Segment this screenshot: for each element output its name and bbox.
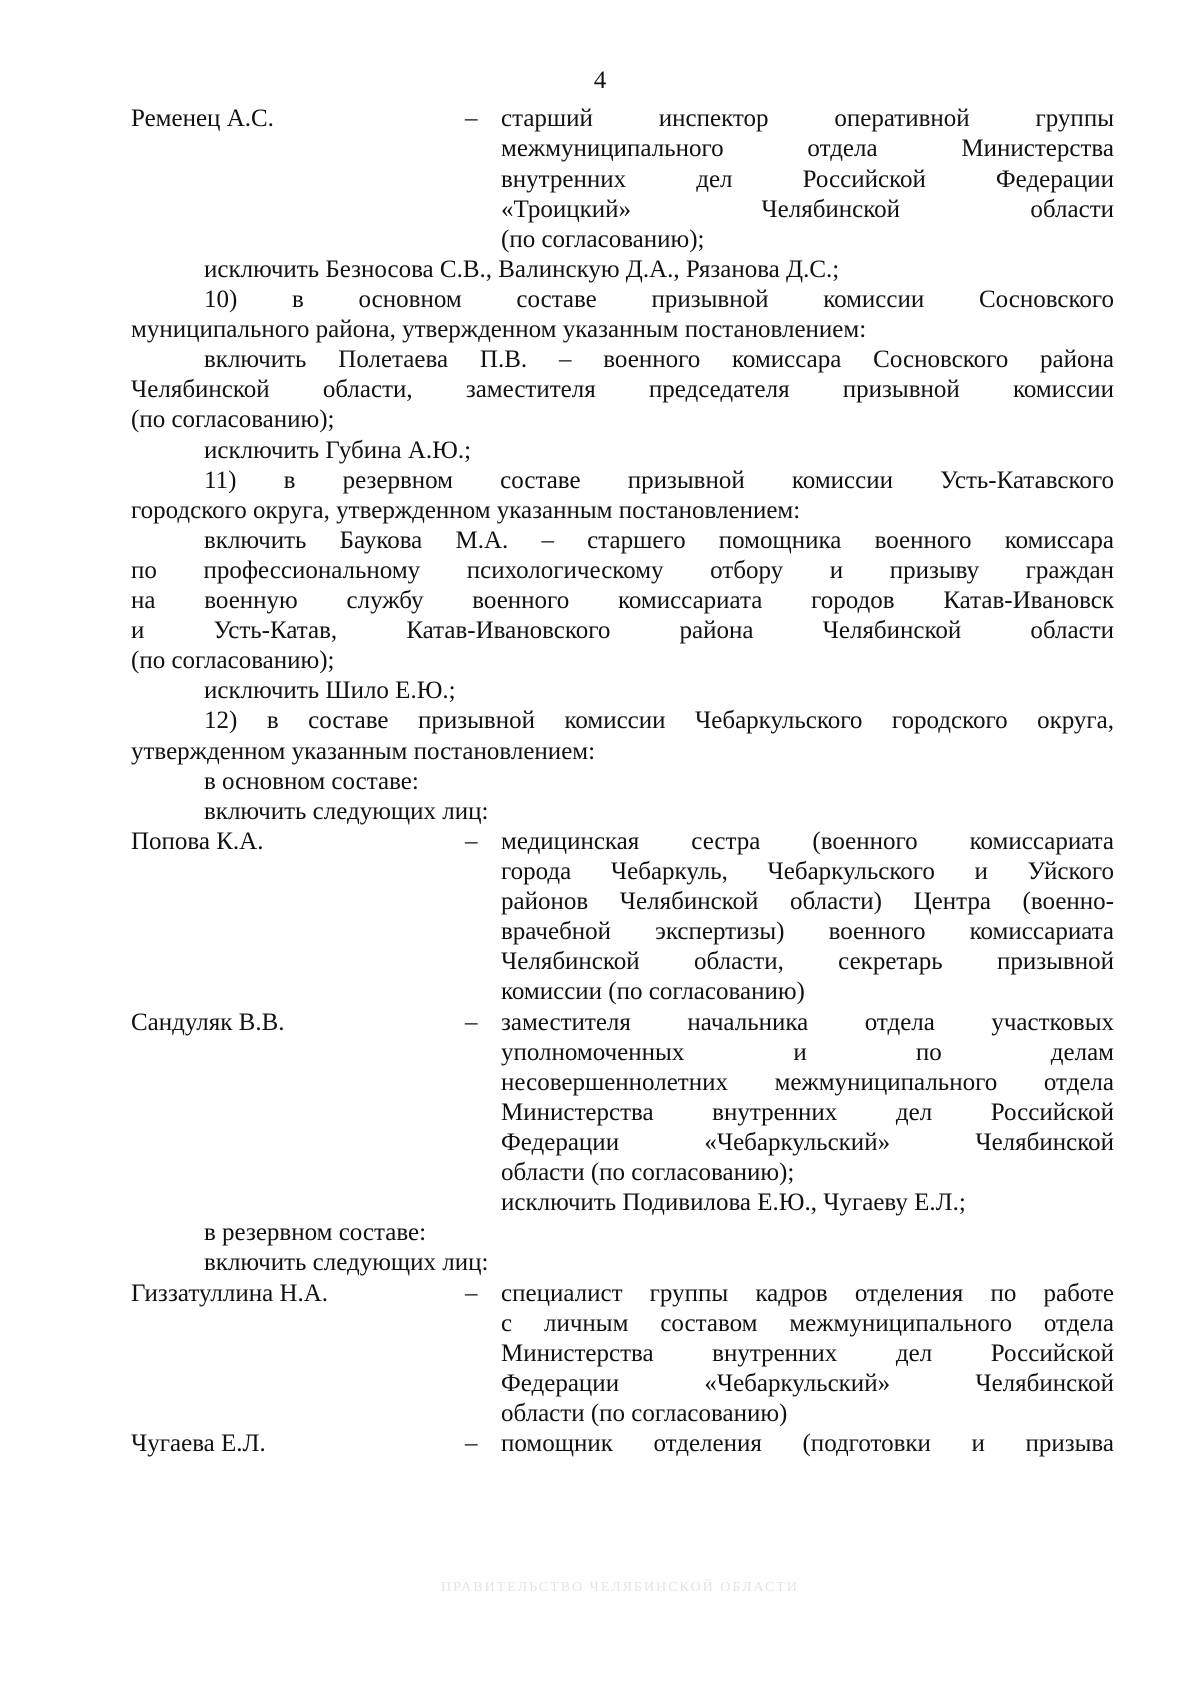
person-description-line: помощник отделения (подготовки и призыва xyxy=(501,1430,1114,1457)
person-description-line: межмуниципального отдела Министерства xyxy=(501,135,1114,162)
paragraph-line: включить следующих лиц: xyxy=(204,798,489,825)
person-description-line: медицинская сестра (военного комиссариата xyxy=(501,828,1114,855)
person-name: Чугаева Е.Л. xyxy=(131,1430,266,1457)
person-description-line: Министерства внутренних дел Российской xyxy=(501,1099,1114,1126)
person-description-line: «Троицкий» Челябинской области xyxy=(501,196,1114,223)
paragraph-line: включить Баукова М.А. – старшего помощника военного комиссара xyxy=(204,527,1114,554)
paragraph-line: муниципального района, утвержденном указанным постановлением: xyxy=(131,316,867,343)
paragraph-line: 10) в основном составе призывной комиссии Сосновского xyxy=(204,286,1114,313)
person-name: Ременец А.С. xyxy=(131,105,274,132)
paragraph-line: и Усть-Катав, Катав-Ивановского района Челябинской области xyxy=(131,617,1114,644)
person-name: Попова К.А. xyxy=(131,828,264,855)
paragraph-line: исключить Безносова С.В., Валинскую Д.А., Рязанова Д.С.; xyxy=(204,256,840,283)
paragraph-line: Челябинской области, заместителя председателя призывной комиссии xyxy=(131,376,1114,403)
person-description-line: (по согласованию); xyxy=(501,226,705,253)
person-description-line: исключить Подивилова Е.Ю., Чугаеву Е.Л.; xyxy=(501,1189,966,1216)
dash: – xyxy=(465,105,478,132)
person-description-line: с личным составом межмуниципального отдела xyxy=(501,1310,1114,1337)
person-description-line: области (по согласованию); xyxy=(501,1159,795,1186)
paragraph-line: утвержденном указанным постановлением: xyxy=(131,738,596,765)
person-description-line: заместителя начальника отдела участковых xyxy=(501,1009,1114,1036)
paragraph-line: по профессиональному психологическому отбору и призыву граждан xyxy=(131,557,1114,584)
person-description-line: внутренних дел Российской Федерации xyxy=(501,166,1114,193)
dash: – xyxy=(465,828,478,855)
paragraph-line: городского округа, утвержденном указанным постановлением: xyxy=(131,497,801,524)
person-description-line: районов Челябинской области) Центра (военно- xyxy=(501,888,1114,915)
page-number: 4 xyxy=(593,67,607,94)
person-description-line: специалист группы кадров отделения по работе xyxy=(501,1280,1114,1307)
person-description-line: Министерства внутренних дел Российской xyxy=(501,1340,1114,1367)
person-description-line: Федерации «Чебаркульский» Челябинской xyxy=(501,1370,1114,1397)
person-description-line: Федерации «Чебаркульский» Челябинской xyxy=(501,1129,1114,1156)
watermark-stamp: ПРАВИТЕЛЬСТВО ЧЕЛЯБИНСКОЙ ОБЛАСТИ xyxy=(441,1580,799,1595)
person-description-line: Челябинской области, секретарь призывной xyxy=(501,948,1114,975)
paragraph-line: исключить Шило Е.Ю.; xyxy=(204,677,456,704)
section-heading: в основном составе: xyxy=(204,768,419,795)
paragraph-line: 11) в резервном составе призывной комиссии Усть-Катавского xyxy=(204,467,1114,494)
paragraph-line: на военную службу военного комиссариата городов Катав-Ивановск xyxy=(131,587,1114,614)
paragraph-line: включить Полетаева П.В. – военного комиссара Сосновского района xyxy=(204,346,1114,373)
paragraph-line: (по согласованию); xyxy=(131,647,335,674)
dash: – xyxy=(465,1009,478,1036)
paragraph-line: 12) в составе призывной комиссии Чебаркульского городского округа, xyxy=(204,707,1114,734)
paragraph-line: включить следующих лиц: xyxy=(204,1249,489,1276)
person-description-line: города Чебаркуль, Чебаркульского и Уйского xyxy=(501,858,1114,885)
person-description-line: старший инспектор оперативной группы xyxy=(501,105,1114,132)
person-name: Сандуляк В.В. xyxy=(131,1009,285,1036)
person-name: Гиззатуллина Н.А. xyxy=(131,1280,329,1307)
dash: – xyxy=(465,1430,478,1457)
dash: – xyxy=(465,1280,478,1307)
person-description-line: области (по согласованию) xyxy=(501,1400,788,1427)
paragraph-line: (по согласованию); xyxy=(131,406,335,433)
paragraph-line: исключить Губина А.Ю.; xyxy=(204,437,472,464)
person-description-line: комиссии (по согласованию) xyxy=(501,978,805,1005)
person-description-line: врачебной экспертизы) военного комиссариата xyxy=(501,918,1114,945)
person-description-line: несовершеннолетних межмуниципального отдела xyxy=(501,1069,1114,1096)
section-heading: в резервном составе: xyxy=(204,1219,427,1246)
person-description-line: уполномоченных и по делам xyxy=(501,1039,1114,1066)
